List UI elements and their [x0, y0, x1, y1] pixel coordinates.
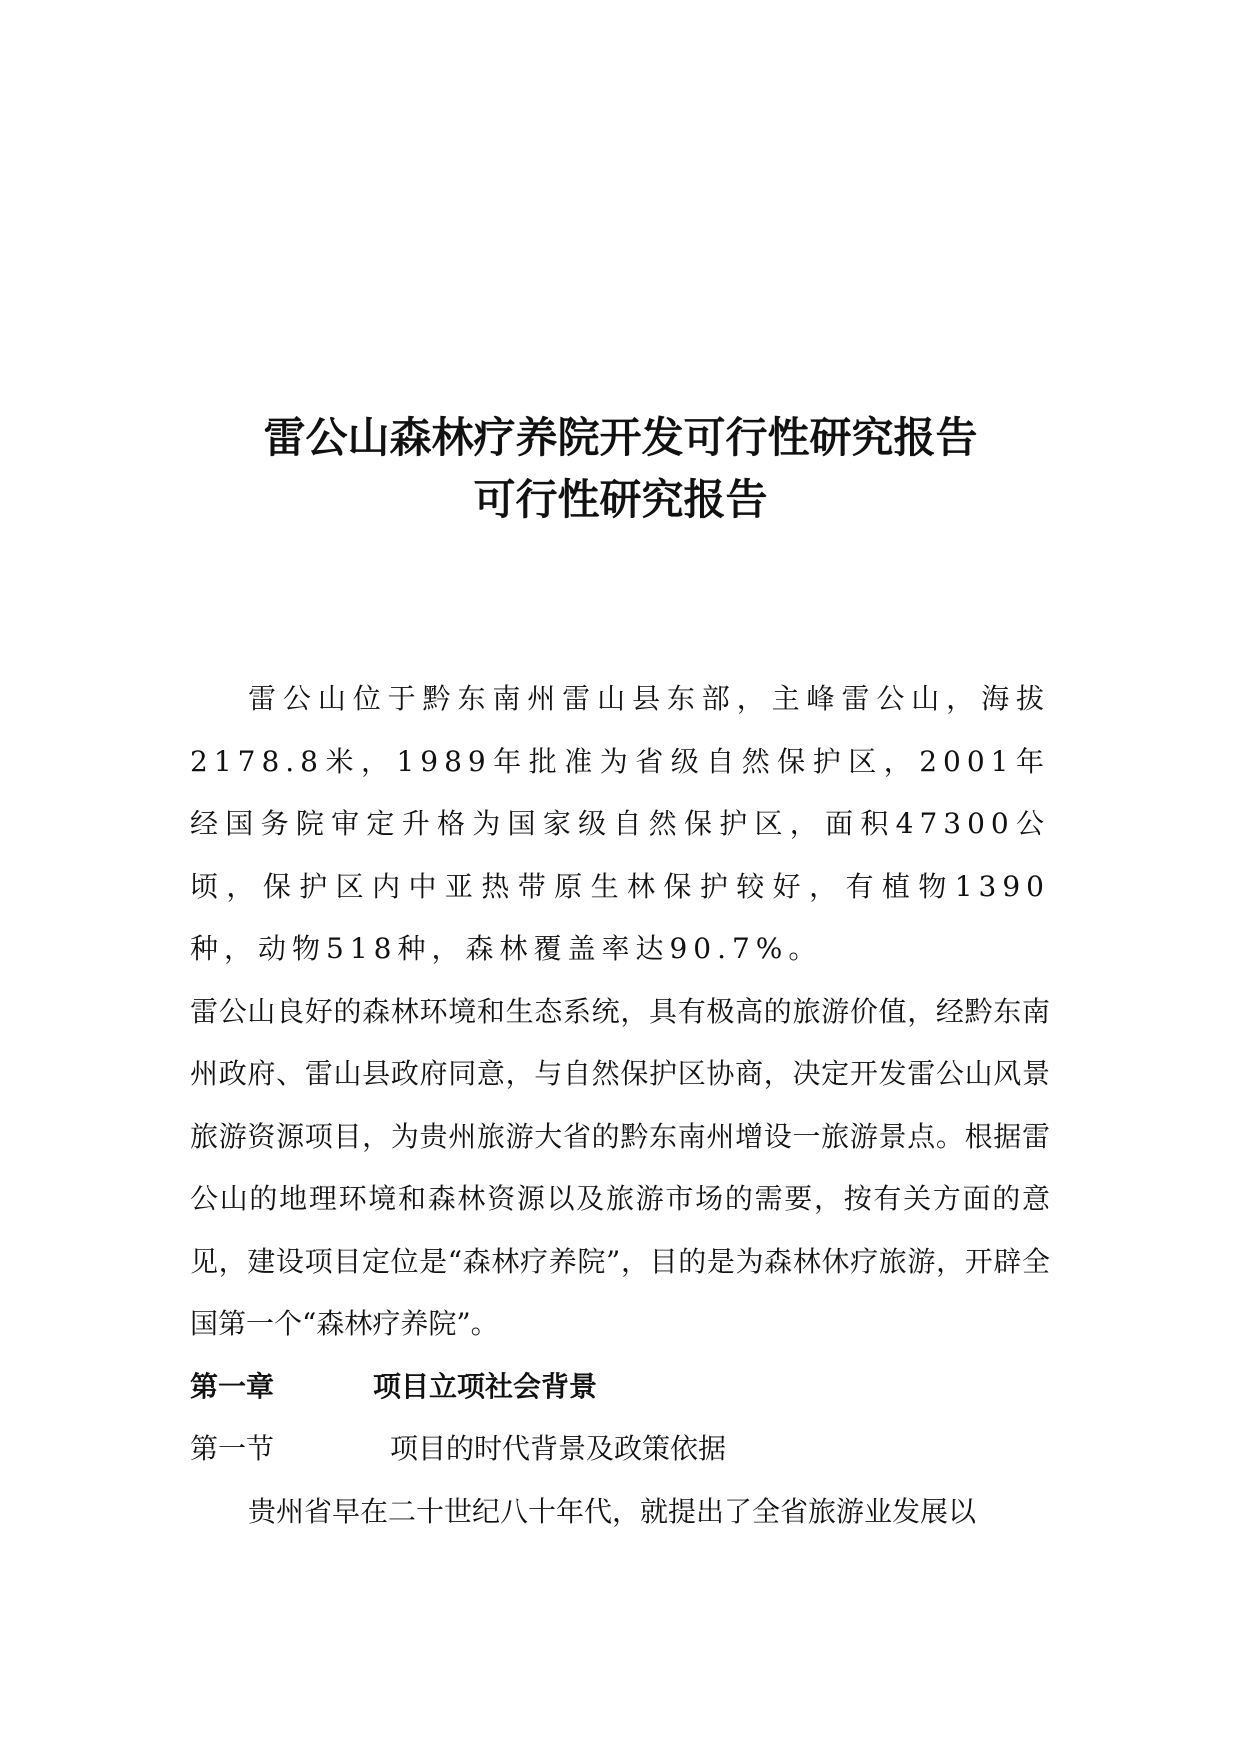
- document-title: [0, 408, 1241, 530]
- section-number: 第一节: [190, 1432, 275, 1465]
- title-line-2: 可行性研究报告: [473, 475, 768, 524]
- document-body: [190, 668, 1050, 1543]
- title-line-1: 雷公山森林疗养院开发可行性研究报告: [263, 413, 978, 462]
- chapter-heading: [190, 1356, 1050, 1419]
- section-title: 项目的时代背景及政策依据: [390, 1432, 727, 1465]
- section-heading: [190, 1418, 1050, 1481]
- project-paragraph: 雷公山良好的森林环境和生态系统，具有极高的旅游价值，经黔东南州政府、雷山县政府同意，与自然保护区协商，决定开发雷公山风景旅游资源项目，为贵州旅游大省的黔东南州增设一旅游景点。根据雷公山的地理环境和森林资源以及旅游市场的需要，按有关方面的意见，建设项目定位是“森林疗养院”，目的是为森林休疗旅游，开辟全国第一个“森林疗养院”。: [190, 994, 1050, 1340]
- background-paragraph: 贵州省早在二十世纪八十年代，就提出了全省旅游业发展以: [248, 1494, 977, 1528]
- intro-paragraph: 雷公山位于黔东南州雷山县东部，主峰雷公山，海拔2178.8米，1989年批准为省级自然保护区，2001年经国务院审定升格为国家级自然保护区，面积47300公顷，保护区内中亚热带原生林保护较好，有植物1390种，动物518种，森林覆盖率达90.7%。: [190, 682, 1050, 965]
- chapter-title: 项目立项社会背景: [373, 1369, 598, 1403]
- chapter-number: 第一章: [190, 1369, 275, 1403]
